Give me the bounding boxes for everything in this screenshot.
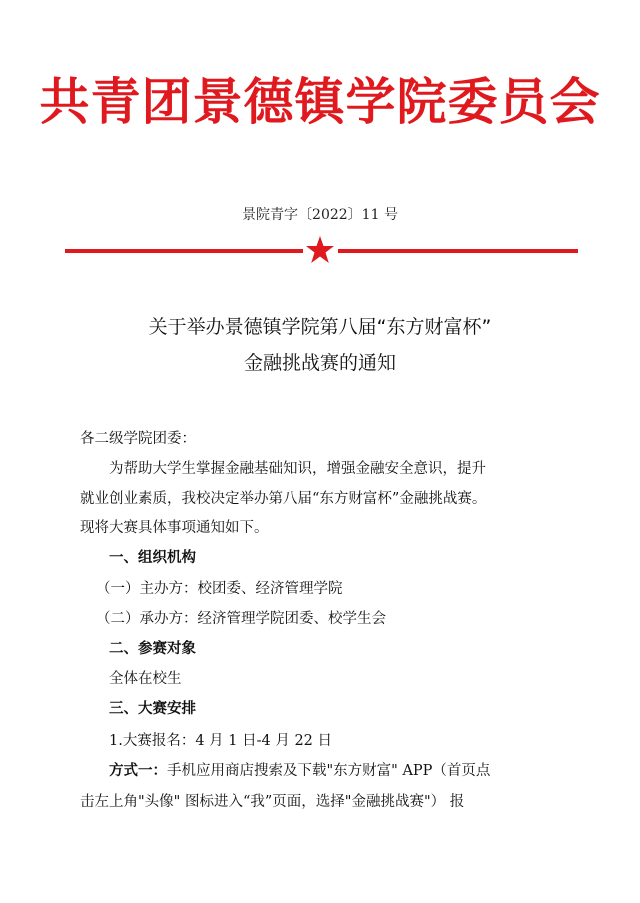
method-one-line2: 击左上角"头像" 图标进入“我”页面，选择"金融挑战赛"） 报	[80, 794, 465, 810]
document-title-line1: 关于举办景德镇学院第八届“东方财富杯”	[148, 316, 492, 338]
co-organizer-item: （二）承办方：经济管理学院团委、校学生会	[96, 611, 386, 627]
intro-line-3: 现将大赛具体事项通知如下。	[80, 520, 269, 536]
document-title-line2: 金融挑战赛的通知	[243, 352, 396, 374]
star-icon	[305, 235, 335, 265]
salutation: 各二级学院团委：	[80, 431, 196, 447]
section-heading-organization: 一、组织机构	[109, 550, 196, 566]
method-one-text: 手机应用商店搜索及下载"东方财富" APP（首页点	[167, 763, 491, 779]
section-heading-participants: 二、参赛对象	[109, 641, 196, 657]
organization-header: 共青团景德镇学院委员会	[39, 72, 601, 131]
intro-line-1: 为帮助大学生掌握金融基础知识，增强金融安全意识，提升	[109, 461, 486, 477]
section-heading-schedule: 三、大赛安排	[109, 701, 196, 717]
organizer-item: （一）主办方：校团委、经济管理学院	[96, 581, 343, 597]
schedule-registration: 1.大赛报名：4 月 1 日-4 月 22 日	[109, 733, 333, 749]
red-divider-left	[65, 249, 303, 253]
intro-line-2: 就业创业素质，我校决定举办第八届“东方财富杯”金融挑战赛。	[80, 491, 487, 507]
document-number: 景院青字〔2022〕11 号	[242, 207, 398, 223]
participants-text: 全体在校生	[109, 671, 182, 687]
method-one-line1	[109, 760, 609, 782]
method-one-label: 方式一：	[109, 763, 167, 779]
red-divider-right	[338, 249, 578, 253]
